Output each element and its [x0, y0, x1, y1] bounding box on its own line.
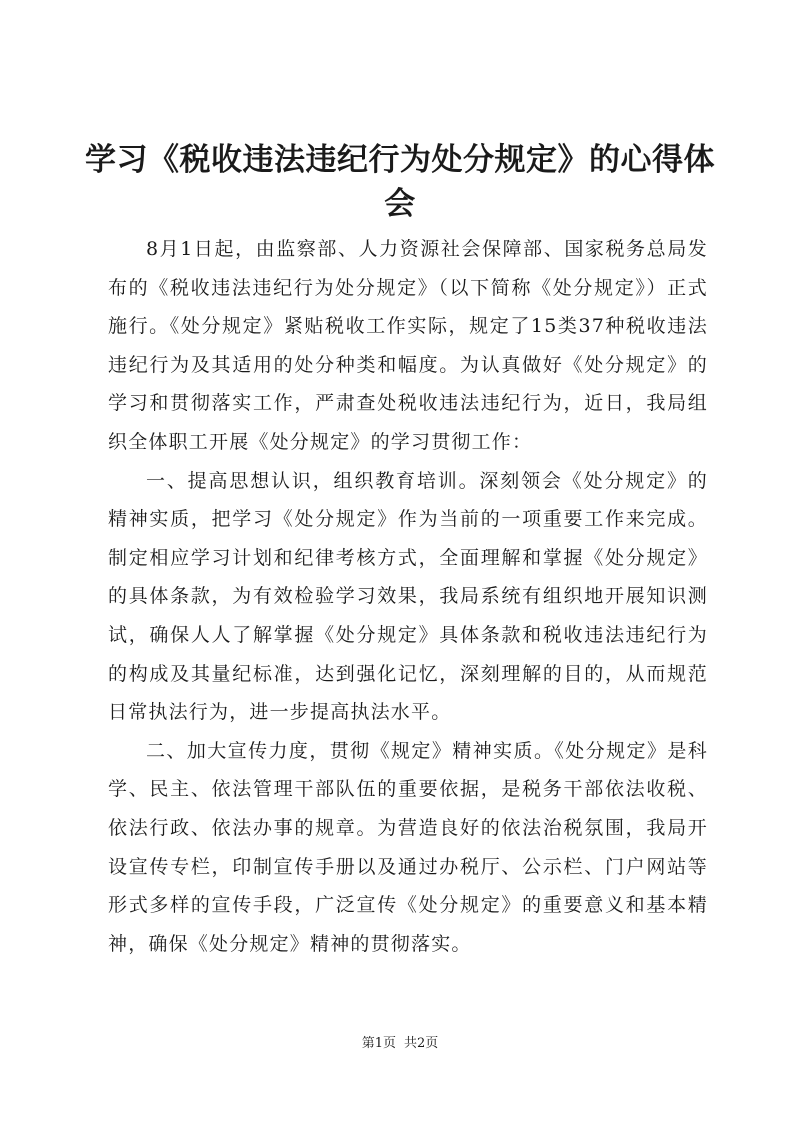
paragraph-intro: 8月1日起，由监察部、人力资源社会保障部、国家税务总局发布的《税收违法违纪行为处分规定》（以下简称《处分规定》）正式施行。《处分规定》紧贴税收工作实际，规定了15类37种税收违法违纪行为及其适用的处分种类和幅度。为认真做好《处分规定》的学习和贯彻落实工作，严肃查处税收违法违纪行为，近日，我局组织全体职工开展《处分规定》的学习贯彻工作： [108, 238, 708, 453]
page-number: 第1页 [361, 1036, 396, 1051]
page-total: 共2页 [404, 1036, 439, 1051]
paragraph-section-one: 一、提高思想认识，组织教育培训。深刻领会《处分规定》的精神实质，把学习《处分规定》作为当前的一项重要工作来完成。制定相应学习计划和纪律考核方式，全面理解和掌握《处分规定》的具体条款，为有效检验学习效果，我局系统有组织地开展知识测试，确保人人了解掌握《处分规定》具体条款和税收违法违纪行为的构成及其量纪标准，达到强化记忆，深刻理解的目的，从而规范日常执法行为，进一步提高执法水平。 [108, 469, 708, 724]
page-footer [0, 1035, 800, 1053]
document-title: 学习《税收违法违纪行为处分规定》的心得体会 [85, 142, 715, 222]
paragraph-section-two: 二、加大宣传力度，贯彻《规定》精神实质。《处分规定》是科学、民主、依法管理干部队伍的重要依据，是税务干部依法收税、依法行政、依法办事的规章。为营造良好的依法治税氛围，我局开设宣传专栏，印制宣传手册以及通过办税厅、公示栏、门户网站等形式多样的宣传手段，广泛宣传《处分规定》的重要意义和基本精神，确保《处分规定》精神的贯彻落实。 [108, 739, 708, 955]
document-body [108, 230, 708, 963]
